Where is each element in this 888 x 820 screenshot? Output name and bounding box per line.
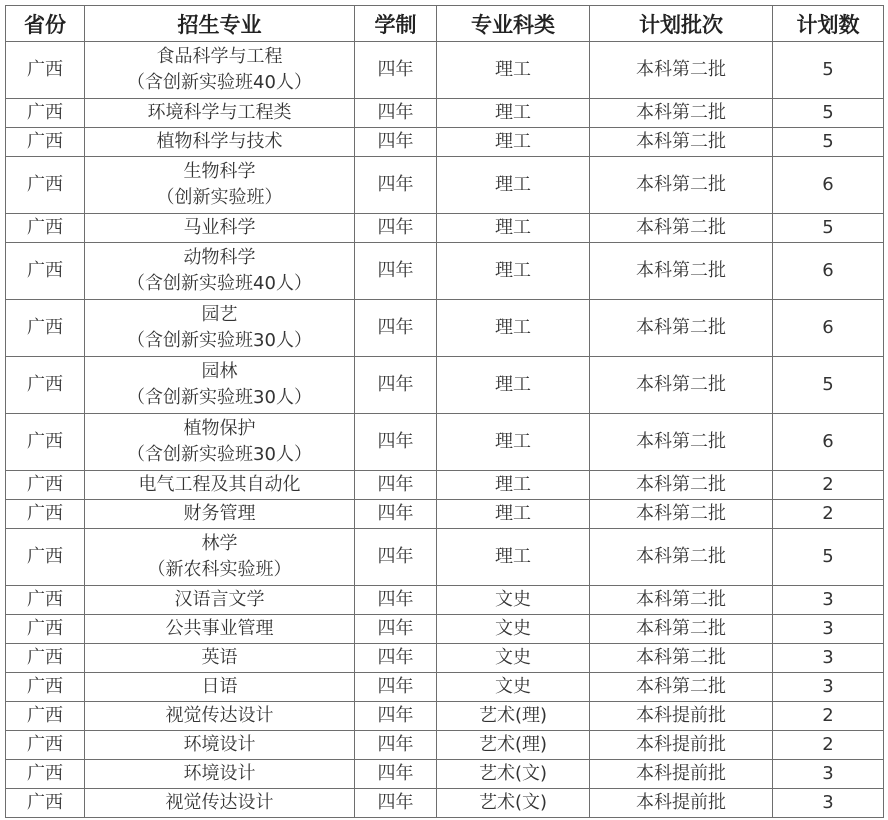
header-major: 招生专业 xyxy=(85,6,355,42)
cell-province: 广西 xyxy=(6,243,85,300)
table-row xyxy=(6,128,884,157)
cell-category: 理工 xyxy=(437,157,590,214)
table-row xyxy=(6,42,884,99)
cell-batch: 本科第二批 xyxy=(590,615,773,644)
cell-major xyxy=(85,42,355,99)
header-batch: 计划批次 xyxy=(590,6,773,42)
cell-count: 6 xyxy=(773,157,884,214)
cell-years: 四年 xyxy=(355,243,437,300)
cell-years: 四年 xyxy=(355,529,437,586)
cell-major xyxy=(85,214,355,243)
cell-count: 3 xyxy=(773,789,884,818)
major-name: 马业科学 xyxy=(183,217,256,238)
cell-batch: 本科提前批 xyxy=(590,702,773,731)
major-name: 环境设计 xyxy=(183,734,256,755)
cell-batch: 本科第二批 xyxy=(590,586,773,615)
cell-batch: 本科第二批 xyxy=(590,414,773,471)
cell-major xyxy=(85,414,355,471)
major-name: 林学 xyxy=(201,533,238,554)
cell-major xyxy=(85,471,355,500)
cell-province: 广西 xyxy=(6,615,85,644)
cell-major xyxy=(85,99,355,128)
table-row xyxy=(6,414,884,471)
cell-province: 广西 xyxy=(6,471,85,500)
cell-count: 5 xyxy=(773,214,884,243)
cell-years: 四年 xyxy=(355,300,437,357)
cell-years: 四年 xyxy=(355,471,437,500)
cell-batch: 本科第二批 xyxy=(590,673,773,702)
major-note: （新农科实验班） xyxy=(147,559,292,580)
cell-years: 四年 xyxy=(355,673,437,702)
cell-years: 四年 xyxy=(355,357,437,414)
cell-years: 四年 xyxy=(355,789,437,818)
cell-category: 文史 xyxy=(437,586,590,615)
cell-category: 艺术(文) xyxy=(437,789,590,818)
cell-years: 四年 xyxy=(355,615,437,644)
cell-province: 广西 xyxy=(6,128,85,157)
major-name: 环境设计 xyxy=(183,763,256,784)
major-name: 生物科学 xyxy=(183,161,256,182)
cell-years: 四年 xyxy=(355,157,437,214)
table-row xyxy=(6,731,884,760)
cell-major xyxy=(85,586,355,615)
cell-batch: 本科第二批 xyxy=(590,529,773,586)
cell-count: 6 xyxy=(773,414,884,471)
cell-years: 四年 xyxy=(355,586,437,615)
cell-batch: 本科提前批 xyxy=(590,789,773,818)
cell-province: 广西 xyxy=(6,644,85,673)
cell-province: 广西 xyxy=(6,789,85,818)
cell-batch: 本科第二批 xyxy=(590,471,773,500)
cell-years: 四年 xyxy=(355,760,437,789)
header-category: 专业科类 xyxy=(437,6,590,42)
major-name: 园林 xyxy=(201,361,238,382)
cell-category: 理工 xyxy=(437,99,590,128)
header-province: 省份 xyxy=(6,6,85,42)
cell-major xyxy=(85,789,355,818)
cell-batch: 本科提前批 xyxy=(590,731,773,760)
cell-years: 四年 xyxy=(355,731,437,760)
cell-batch: 本科第二批 xyxy=(590,500,773,529)
cell-count: 3 xyxy=(773,644,884,673)
enrollment-plan-table xyxy=(5,5,884,818)
table-row xyxy=(6,529,884,586)
cell-major xyxy=(85,615,355,644)
cell-major xyxy=(85,731,355,760)
cell-batch: 本科第二批 xyxy=(590,644,773,673)
table-row xyxy=(6,214,884,243)
major-name: 日语 xyxy=(201,676,238,697)
table-row xyxy=(6,500,884,529)
cell-major xyxy=(85,644,355,673)
cell-major xyxy=(85,243,355,300)
cell-category: 理工 xyxy=(437,471,590,500)
cell-count: 3 xyxy=(773,760,884,789)
cell-category: 理工 xyxy=(437,243,590,300)
cell-major xyxy=(85,702,355,731)
table-row xyxy=(6,644,884,673)
major-note: （创新实验班） xyxy=(156,187,283,208)
major-name: 视觉传达设计 xyxy=(165,705,274,726)
major-name: 电气工程及其自动化 xyxy=(138,474,301,495)
cell-province: 广西 xyxy=(6,42,85,99)
table-row xyxy=(6,99,884,128)
cell-count: 5 xyxy=(773,99,884,128)
cell-province: 广西 xyxy=(6,500,85,529)
table-row xyxy=(6,615,884,644)
table-header-row xyxy=(6,6,884,42)
cell-count: 3 xyxy=(773,615,884,644)
cell-major xyxy=(85,300,355,357)
cell-category: 理工 xyxy=(437,300,590,357)
cell-count: 5 xyxy=(773,42,884,99)
cell-province: 广西 xyxy=(6,702,85,731)
major-note: （含创新实验班30人） xyxy=(127,444,312,465)
major-name: 视觉传达设计 xyxy=(165,792,274,813)
cell-province: 广西 xyxy=(6,760,85,789)
major-name: 英语 xyxy=(201,647,238,668)
cell-count: 5 xyxy=(773,357,884,414)
major-name: 汉语言文学 xyxy=(174,589,265,610)
cell-batch: 本科提前批 xyxy=(590,760,773,789)
cell-count: 5 xyxy=(773,128,884,157)
cell-count: 6 xyxy=(773,243,884,300)
table-body xyxy=(6,42,884,818)
cell-count: 2 xyxy=(773,702,884,731)
header-count: 计划数 xyxy=(773,6,884,42)
table-row xyxy=(6,471,884,500)
major-note: （含创新实验班40人） xyxy=(127,273,312,294)
cell-batch: 本科第二批 xyxy=(590,243,773,300)
cell-category: 理工 xyxy=(437,500,590,529)
cell-category: 文史 xyxy=(437,615,590,644)
cell-category: 理工 xyxy=(437,529,590,586)
cell-count: 2 xyxy=(773,731,884,760)
cell-count: 3 xyxy=(773,586,884,615)
cell-category: 理工 xyxy=(437,214,590,243)
cell-province: 广西 xyxy=(6,99,85,128)
cell-count: 3 xyxy=(773,673,884,702)
cell-batch: 本科第二批 xyxy=(590,128,773,157)
cell-batch: 本科第二批 xyxy=(590,157,773,214)
table-row xyxy=(6,702,884,731)
cell-count: 2 xyxy=(773,500,884,529)
cell-count: 5 xyxy=(773,529,884,586)
cell-count: 2 xyxy=(773,471,884,500)
table-row xyxy=(6,586,884,615)
table-row xyxy=(6,243,884,300)
cell-major xyxy=(85,128,355,157)
cell-province: 广西 xyxy=(6,673,85,702)
cell-years: 四年 xyxy=(355,42,437,99)
cell-major xyxy=(85,157,355,214)
cell-province: 广西 xyxy=(6,300,85,357)
major-name: 植物科学与技术 xyxy=(156,131,283,152)
cell-category: 文史 xyxy=(437,644,590,673)
cell-years: 四年 xyxy=(355,500,437,529)
cell-years: 四年 xyxy=(355,214,437,243)
cell-major xyxy=(85,500,355,529)
major-name: 公共事业管理 xyxy=(165,618,274,639)
cell-province: 广西 xyxy=(6,414,85,471)
major-name: 动物科学 xyxy=(183,247,256,268)
major-name: 环境科学与工程类 xyxy=(147,102,292,123)
cell-major xyxy=(85,529,355,586)
cell-years: 四年 xyxy=(355,414,437,471)
table-row xyxy=(6,157,884,214)
cell-batch: 本科第二批 xyxy=(590,99,773,128)
cell-batch: 本科第二批 xyxy=(590,42,773,99)
cell-years: 四年 xyxy=(355,702,437,731)
cell-count: 6 xyxy=(773,300,884,357)
major-note: （含创新实验班40人） xyxy=(127,72,312,93)
table-row xyxy=(6,300,884,357)
cell-category: 理工 xyxy=(437,128,590,157)
cell-province: 广西 xyxy=(6,731,85,760)
cell-province: 广西 xyxy=(6,529,85,586)
cell-province: 广西 xyxy=(6,157,85,214)
cell-major xyxy=(85,357,355,414)
cell-batch: 本科第二批 xyxy=(590,300,773,357)
cell-category: 艺术(文) xyxy=(437,760,590,789)
cell-province: 广西 xyxy=(6,357,85,414)
cell-batch: 本科第二批 xyxy=(590,214,773,243)
cell-category: 艺术(理) xyxy=(437,702,590,731)
cell-years: 四年 xyxy=(355,644,437,673)
cell-years: 四年 xyxy=(355,99,437,128)
cell-batch: 本科第二批 xyxy=(590,357,773,414)
cell-category: 理工 xyxy=(437,357,590,414)
table-row xyxy=(6,789,884,818)
cell-province: 广西 xyxy=(6,214,85,243)
cell-years: 四年 xyxy=(355,128,437,157)
cell-major xyxy=(85,760,355,789)
cell-category: 文史 xyxy=(437,673,590,702)
cell-major xyxy=(85,673,355,702)
major-note: （含创新实验班30人） xyxy=(127,387,312,408)
major-name: 园艺 xyxy=(201,304,238,325)
table-row xyxy=(6,357,884,414)
table-row xyxy=(6,673,884,702)
major-note: （含创新实验班30人） xyxy=(127,330,312,351)
major-name: 财务管理 xyxy=(183,503,256,524)
cell-category: 理工 xyxy=(437,42,590,99)
cell-category: 理工 xyxy=(437,414,590,471)
cell-province: 广西 xyxy=(6,586,85,615)
table-row xyxy=(6,760,884,789)
major-name: 食品科学与工程 xyxy=(156,46,283,67)
major-name: 植物保护 xyxy=(183,418,256,439)
cell-category: 艺术(理) xyxy=(437,731,590,760)
header-years: 学制 xyxy=(355,6,437,42)
